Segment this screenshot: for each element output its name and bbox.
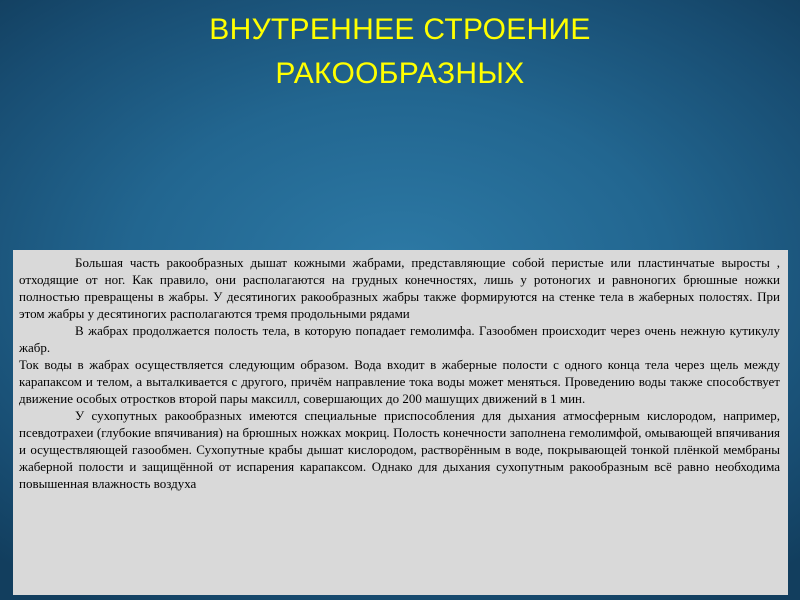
text-box (13, 250, 788, 595)
slide-title-line-2: РАКООБРАЗНЫХ (275, 57, 525, 90)
paragraph-respiration: Большая часть ракообразных дышат кожными жабрами, представляющие собой перистые или пластинчатые выросты , отходящие от ног. Как правило, они располагаются на грудных конечностях, лишь у ротоногих и равноногих брюшные ножки полностью превращены в жабры. У десятиногих ракообразных жабры также формируются на стенке тела в жаберных полостях. При этом жабры у десятиногих располагаются тремя продольными рядами (19, 255, 780, 321)
paragraph-gas-exchange: В жабрах продолжается полость тела, в которую попадает гемолимфа. Газообмен происходит через очень нежную кутикулу жабр. (19, 323, 780, 355)
slide-title (40, 8, 760, 96)
paragraph-water-flow: Ток воды в жабрах осуществляется следующим образом. Вода входит в жаберные полости с одного конца тела через щель между карапаксом и телом, а выталкивается с другого, причём направление тока воды может меняться. Проведению воды также способствует движение особых отростков второй пары максилл, совершающих до 200 машущих движений в 1 мин. (19, 357, 780, 406)
paragraph-terrestrial: У сухопутных ракообразных имеются специальные приспособления для дыхания атмосферным кислородом, например, псевдотрахеи (глубокие впячивания) на брюшных ножках мокриц. Полость конечности заполнена гемолимфой, омывающей впячивания и осуществляющей газообмен. Сухопутные крабы дышат кислородом, растворённым в воде, покрывающей тонкой плёнкой мембраны жаберной полости и защищённой от испарения карапаксом. Однако для дыхания сухопутным ракообразным всё равно необходима повышенная влажность воздуха (19, 408, 780, 491)
slide-title-line-1: ВНУТРЕННЕЕ СТРОЕНИЕ (209, 13, 591, 46)
